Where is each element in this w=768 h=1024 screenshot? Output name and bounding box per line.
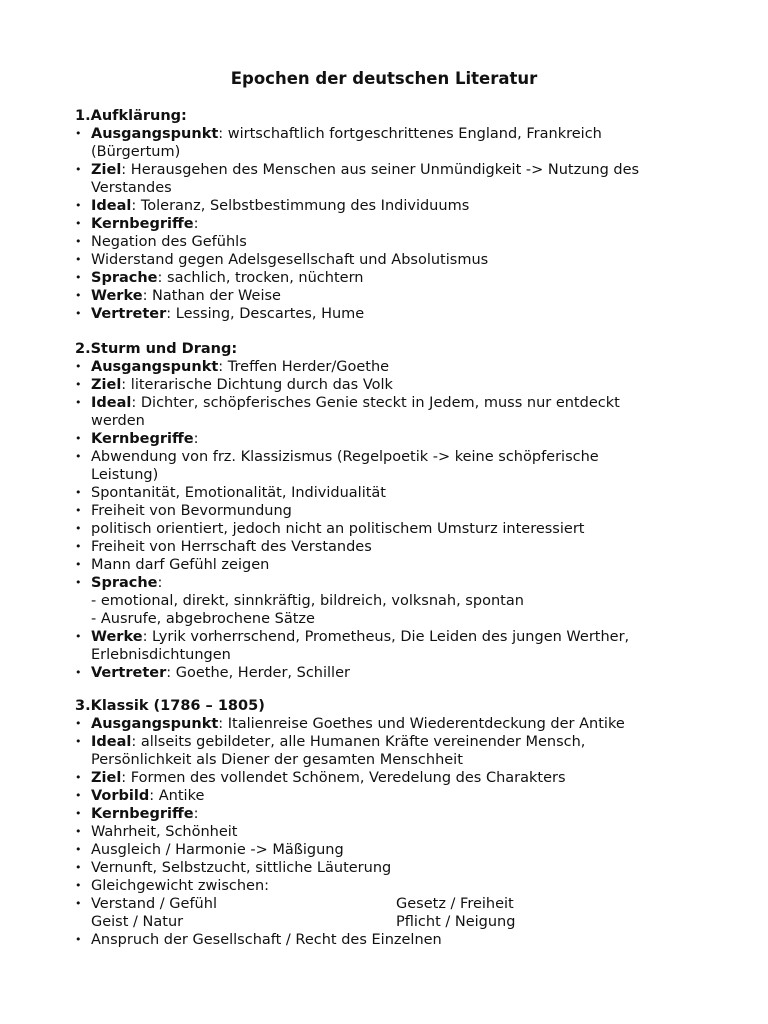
list-item [72, 430, 712, 448]
item-text: : Antike [149, 788, 205, 804]
item-label: Ideal [91, 198, 132, 214]
bullet-icon: • [75, 771, 82, 784]
item-text: : Lessing, Descartes, Hume [166, 306, 365, 322]
item-label: Ziel [91, 162, 122, 178]
bullet-icon: • [75, 253, 82, 266]
list-item [72, 502, 712, 520]
item-text: Geist / Natur [91, 914, 184, 930]
list-item [72, 484, 712, 502]
item-text: Widerstand gegen Adelsgesellschaft und Absolutismus [91, 252, 489, 268]
item-text: Freiheit von Bevormundung [91, 503, 292, 519]
item-label: Vertreter [91, 306, 167, 322]
item-label: Kernbegriffe [91, 216, 194, 232]
list-item [72, 664, 712, 682]
bullet-icon: • [75, 861, 82, 874]
item-text: Gleichgewicht zwischen: [91, 878, 270, 894]
list-item [72, 269, 712, 287]
item-text: : [193, 431, 199, 447]
list-item [72, 161, 712, 179]
item-text: Negation des Gefühls [91, 234, 247, 250]
bullet-icon: • [75, 163, 82, 176]
item-label: Ausgangspunkt [91, 716, 219, 732]
item-label: Sprache [91, 575, 158, 591]
bullet-icon: • [75, 235, 82, 248]
bullet-icon: • [75, 271, 82, 284]
item-continuation: Verstandes [91, 180, 172, 196]
item-text: politisch orientiert, jedoch nicht an politischem Umsturz interessiert [91, 521, 585, 537]
list-item [72, 215, 712, 233]
item-label: Vertreter [91, 665, 167, 681]
bullet-icon: • [75, 486, 82, 499]
item-continuation: werden [91, 413, 145, 429]
item-continuation: Persönlichkeit als Diener der gesamten Menschheit [91, 752, 463, 768]
section-heading: 1.Aufklärung: [75, 108, 187, 124]
item-label: Werke [91, 629, 143, 645]
item-text: : wirtschaftlich fortgeschrittenes England, Frankreich [218, 126, 602, 142]
bullet-icon: • [75, 879, 82, 892]
item-continuation: (Bürgertum) [91, 144, 181, 160]
item-text-right: Pflicht / Neigung [396, 914, 516, 930]
section-heading: 2.Sturm und Drang: [75, 341, 238, 357]
item-label: Ziel [91, 770, 122, 786]
item-text: Wahrheit, Schönheit [91, 824, 238, 840]
list-item [72, 197, 712, 215]
list-item [72, 733, 712, 751]
item-text: : Formen des vollendet Schönem, Veredelung des Charakters [121, 770, 566, 786]
item-continuation: - emotional, direkt, sinnkräftig, bildreich, volksnah, spontan [91, 593, 524, 609]
bullet-icon: • [75, 825, 82, 838]
bullet-icon: • [75, 127, 82, 140]
bullet-icon: • [75, 522, 82, 535]
bullet-icon: • [75, 717, 82, 730]
bullet-icon: • [75, 630, 82, 643]
item-text: : Treffen Herder/Goethe [218, 359, 390, 375]
item-text: Ausgleich / Harmonie -> Mäßigung [91, 842, 344, 858]
list-item [72, 538, 712, 556]
item-label: Ideal [91, 734, 132, 750]
list-item [72, 895, 712, 913]
item-text: Spontanität, Emotionalität, Individualität [91, 485, 386, 501]
item-label: Ziel [91, 377, 122, 393]
bullet-icon: • [75, 789, 82, 802]
bullet-icon: • [75, 396, 82, 409]
bullet-icon: • [75, 735, 82, 748]
bullet-icon: • [75, 897, 82, 910]
section-aufklaerung [72, 107, 712, 323]
item-text: : Toleranz, Selbstbestimmung des Individuums [131, 198, 470, 214]
section-sturm-und-drang [72, 340, 712, 682]
item-text: Verstand / Gefühl [91, 896, 217, 912]
bullet-icon: • [75, 933, 82, 946]
list-item [72, 715, 712, 733]
item-label: Ausgangspunkt [91, 359, 219, 375]
item-text: : Italienreise Goethes und Wiederentdeckung der Antike [218, 716, 625, 732]
section-klassik [72, 697, 712, 949]
list-item [72, 913, 712, 931]
item-label: Kernbegriffe [91, 806, 194, 822]
item-text: Anspruch der Gesellschaft / Recht des Einzelnen [91, 932, 442, 948]
list-item [72, 931, 712, 949]
bullet-icon: • [75, 307, 82, 320]
item-label: Ideal [91, 395, 132, 411]
item-text: Vernunft, Selbstzucht, sittliche Läuterung [91, 860, 392, 876]
bullet-icon: • [75, 432, 82, 445]
list-item [72, 556, 712, 574]
list-item [72, 574, 712, 592]
list-item [72, 251, 712, 269]
item-continuation: Erlebnisdichtungen [91, 647, 231, 663]
item-text-right: Gesetz / Freiheit [396, 896, 514, 912]
list-item [72, 805, 712, 823]
item-text: : [193, 216, 199, 232]
item-label: Vorbild [91, 788, 150, 804]
item-text: : [157, 575, 163, 591]
item-label: Kernbegriffe [91, 431, 194, 447]
item-label: Sprache [91, 270, 158, 286]
item-text: : Herausgehen des Menschen aus seiner Unmündigkeit -> Nutzung des [121, 162, 640, 178]
bullet-icon: • [75, 807, 82, 820]
item-text: : literarische Dichtung durch das Volk [121, 377, 393, 393]
bullet-icon: • [75, 450, 82, 463]
list-item [72, 287, 712, 305]
item-continuation: - Ausrufe, abgebrochene Sätze [91, 611, 315, 627]
item-text: : allseits gebildeter, alle Humanen Kräfte vereinender Mensch, [131, 734, 586, 750]
list-item [72, 787, 712, 805]
list-item [72, 376, 712, 394]
list-item [72, 628, 712, 646]
item-continuation: Leistung) [91, 467, 159, 483]
bullet-icon: • [75, 289, 82, 302]
list-item [72, 823, 712, 841]
list-item [72, 358, 712, 376]
list-item [72, 233, 712, 251]
list-item [72, 394, 712, 412]
bullet-icon: • [75, 666, 82, 679]
item-text: : Lyrik vorherrschend, Prometheus, Die Leiden des jungen Werther, [142, 629, 630, 645]
section-heading: 3.Klassik (1786 – 1805) [75, 698, 265, 714]
document-title: Epochen der deutschen Literatur [230, 69, 538, 88]
bullet-icon: • [75, 558, 82, 571]
item-text: : sachlich, trocken, nüchtern [157, 270, 364, 286]
item-text: : Goethe, Herder, Schiller [166, 665, 350, 681]
bullet-icon: • [75, 199, 82, 212]
bullet-icon: • [75, 378, 82, 391]
item-label: Ausgangspunkt [91, 126, 219, 142]
item-text: Freiheit von Herrschaft des Verstandes [91, 539, 372, 555]
item-text: Mann darf Gefühl zeigen [91, 557, 270, 573]
bullet-icon: • [75, 843, 82, 856]
item-text: : [193, 806, 199, 822]
bullet-icon: • [75, 540, 82, 553]
list-item [72, 305, 712, 323]
list-item [72, 877, 712, 895]
list-item [72, 125, 712, 143]
list-item [72, 520, 712, 538]
bullet-icon: • [75, 217, 82, 230]
item-text: : Dichter, schöpferisches Genie steckt in Jedem, muss nur entdeckt [131, 395, 620, 411]
item-text: : Nathan der Weise [142, 288, 281, 304]
list-item [72, 841, 712, 859]
item-label: Werke [91, 288, 143, 304]
bullet-icon: • [75, 360, 82, 373]
list-item [72, 859, 712, 877]
bullet-icon: • [75, 576, 82, 589]
item-text: Abwendung von frz. Klassizismus (Regelpoetik -> keine schöpferische [91, 449, 599, 465]
list-item [72, 769, 712, 787]
bullet-icon: • [75, 504, 82, 517]
list-item [72, 448, 712, 466]
